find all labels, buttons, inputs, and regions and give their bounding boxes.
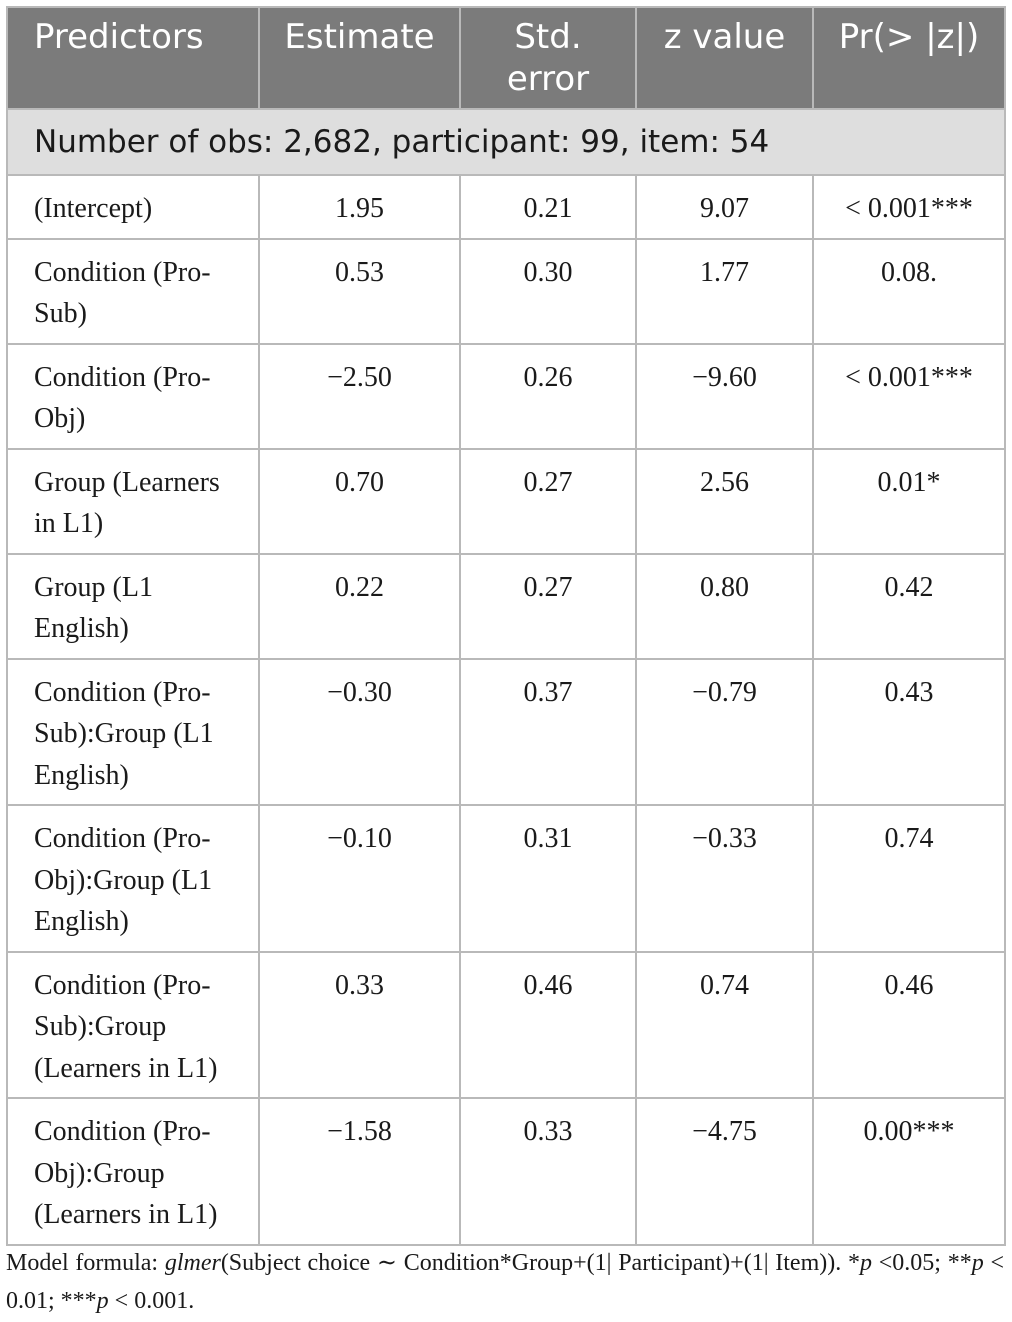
p-value-cell: 0.01* — [813, 449, 1005, 554]
predictor-cell: (Intercept) — [7, 175, 259, 239]
estimate-cell: 0.53 — [259, 239, 460, 344]
estimate-cell: 0.33 — [259, 952, 460, 1099]
z-value-cell: 9.07 — [636, 175, 813, 239]
table-body — [7, 175, 1005, 1245]
std-error-cell: 0.27 — [460, 554, 636, 659]
std-error-cell: 0.30 — [460, 239, 636, 344]
header-estimate: Estimate — [259, 7, 460, 109]
observation-summary: Number of obs: 2,682, participant: 99, item: 54 — [7, 109, 1005, 175]
predictor-cell: Condition (Pro-Sub) — [7, 239, 259, 344]
footnote-sig-3-stars: *** — [60, 1288, 97, 1314]
footnote-prefix: Model formula: — [6, 1250, 165, 1276]
estimate-cell: −0.30 — [259, 659, 460, 806]
predictor-cell: Condition (Pro-Obj):Group (Learners in L1) — [7, 1098, 259, 1245]
predictor-cell: Condition (Pro-Obj):Group (L1 English) — [7, 805, 259, 952]
table-row — [7, 805, 1005, 952]
footnote-formula: (Subject choice ∼ Condition*Group+(1| Participant)+(1| Item)). — [220, 1250, 848, 1276]
p-value-cell: 0.42 — [813, 554, 1005, 659]
p-value-cell: < 0.001*** — [813, 175, 1005, 239]
std-error-cell: 0.26 — [460, 344, 636, 449]
footnote-sig-2-stars: ** — [947, 1250, 972, 1276]
table-row — [7, 554, 1005, 659]
std-error-cell: 0.37 — [460, 659, 636, 806]
table-row — [7, 344, 1005, 449]
std-error-cell: 0.27 — [460, 449, 636, 554]
table-row — [7, 659, 1005, 806]
z-value-cell: −4.75 — [636, 1098, 813, 1245]
header-z-value: z value — [636, 7, 813, 109]
z-value-cell: −9.60 — [636, 344, 813, 449]
p-value-cell: < 0.001*** — [813, 344, 1005, 449]
table-row — [7, 449, 1005, 554]
footnote-function: glmer — [164, 1250, 221, 1276]
estimate-cell: −2.50 — [259, 344, 460, 449]
estimate-cell: 0.70 — [259, 449, 460, 554]
footnote-sig-2-rest: < 0.01; — [6, 1250, 1004, 1314]
table-row — [7, 175, 1005, 239]
z-value-cell: 0.74 — [636, 952, 813, 1099]
footnote-sig-2-p: p — [971, 1250, 984, 1276]
p-value-cell: 0.46 — [813, 952, 1005, 1099]
observation-summary-row — [7, 109, 1005, 175]
table-row — [7, 952, 1005, 1099]
z-value-cell: 1.77 — [636, 239, 813, 344]
table-row — [7, 239, 1005, 344]
footnote-sig-3-p: p — [96, 1288, 109, 1314]
std-error-cell: 0.31 — [460, 805, 636, 952]
z-value-cell: 2.56 — [636, 449, 813, 554]
std-error-cell: 0.33 — [460, 1098, 636, 1245]
estimate-cell: 1.95 — [259, 175, 460, 239]
predictor-cell: Condition (Pro-Sub):Group (Learners in L1) — [7, 952, 259, 1099]
z-value-cell: 0.80 — [636, 554, 813, 659]
z-value-cell: −0.79 — [636, 659, 813, 806]
header-p-value: Pr(> |z|) — [813, 7, 1005, 109]
footnote-sig-1-rest: <0.05; — [871, 1250, 948, 1276]
p-value-cell: 0.08. — [813, 239, 1005, 344]
footnote-sig-1-p: p — [859, 1250, 872, 1276]
p-value-cell: 0.43 — [813, 659, 1005, 806]
header-std-error: Std. error — [460, 7, 636, 109]
z-value-cell: −0.33 — [636, 805, 813, 952]
table-footnote — [6, 1244, 1004, 1320]
footnote-sig-3-rest: < 0.001. — [108, 1288, 195, 1314]
regression-table — [6, 6, 1006, 1246]
header-predictors: Predictors — [7, 7, 259, 109]
estimate-cell: −1.58 — [259, 1098, 460, 1245]
predictor-cell: Condition (Pro-Obj) — [7, 344, 259, 449]
predictor-cell: Condition (Pro-Sub):Group (L1 English) — [7, 659, 259, 806]
std-error-cell: 0.21 — [460, 175, 636, 239]
estimate-cell: −0.10 — [259, 805, 460, 952]
p-value-cell: 0.74 — [813, 805, 1005, 952]
estimate-cell: 0.22 — [259, 554, 460, 659]
table-row — [7, 1098, 1005, 1245]
predictor-cell: Group (L1 English) — [7, 554, 259, 659]
std-error-cell: 0.46 — [460, 952, 636, 1099]
footnote-sig-1-stars: * — [847, 1250, 860, 1276]
predictor-cell: Group (Learners in L1) — [7, 449, 259, 554]
p-value-cell: 0.00*** — [813, 1098, 1005, 1245]
header-row — [7, 7, 1005, 109]
